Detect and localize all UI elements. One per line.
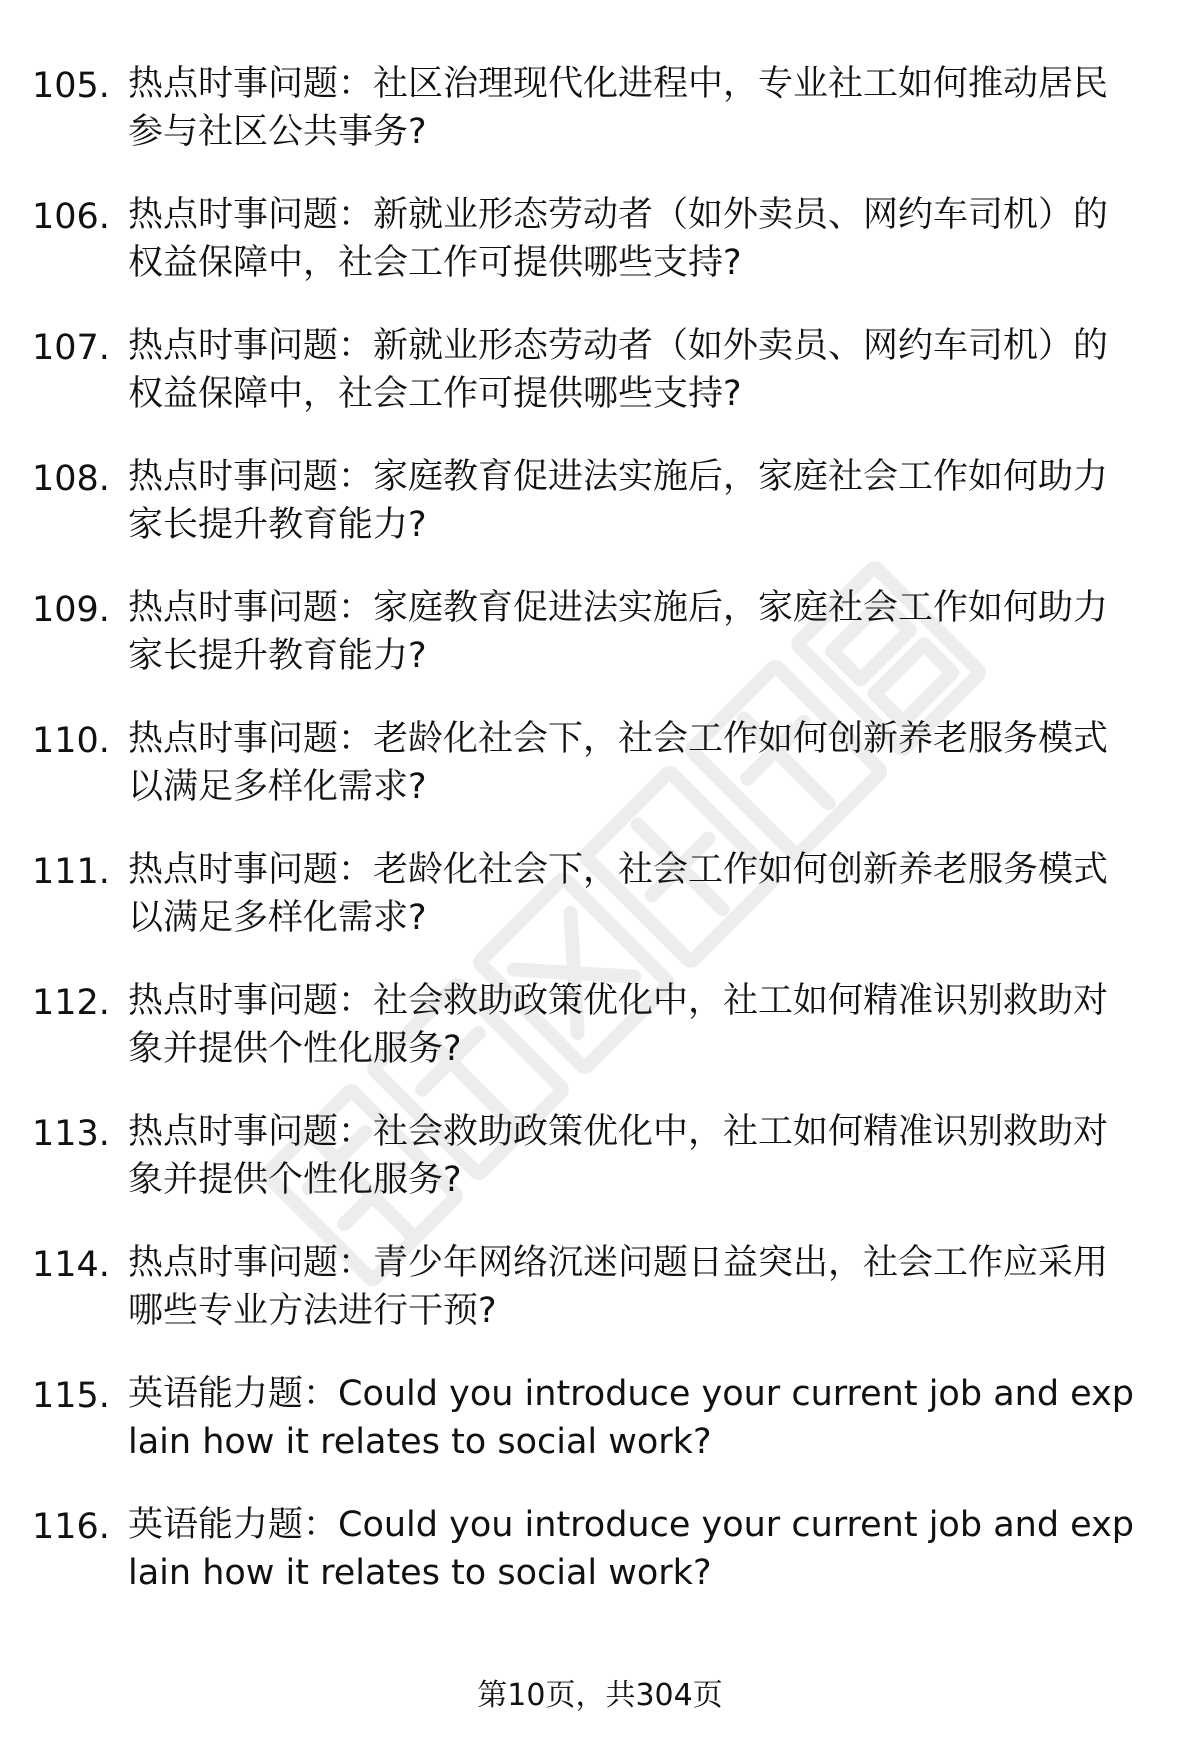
question-number: 110. [32, 721, 110, 761]
question-list [0, 60, 1200, 1632]
question-text: 热点时事问题：青少年网络沉迷问题日益突出，社会工作应采用哪些专业方法进行干预? [128, 1243, 1109, 1331]
question-item [0, 584, 1200, 715]
question-item [0, 977, 1200, 1108]
question-number: 113. [32, 1114, 110, 1154]
question-number: 109. [32, 590, 110, 630]
question-number: 106. [32, 197, 110, 237]
question-item [0, 453, 1200, 584]
question-number: 105. [32, 66, 110, 106]
question-number: 112. [32, 983, 110, 1023]
question-item [0, 1501, 1200, 1632]
question-text: 热点时事问题：家庭教育促进法实施后，家庭社会工作如何助力家长提升教育能力? [128, 588, 1109, 676]
question-text: 热点时事问题：新就业形态劳动者（如外卖员、网约车司机）的权益保障中，社会工作可提供哪些支持? [128, 195, 1109, 283]
question-text: 热点时事问题：老龄化社会下，社会工作如何创新养老服务模式以满足多样化需求? [128, 850, 1109, 938]
question-number: 108. [32, 459, 110, 499]
page-number-footer: 第10页，共304页 [477, 1678, 723, 1713]
question-number: 111. [32, 852, 110, 892]
question-number: 107. [32, 328, 110, 368]
question-item [0, 846, 1200, 977]
question-text: 热点时事问题：家庭教育促进法实施后，家庭社会工作如何助力家长提升教育能力? [128, 457, 1109, 545]
question-text: 热点时事问题：社区治理现代化进程中，专业社工如何推动居民参与社区公共事务? [128, 64, 1109, 152]
question-item [0, 1370, 1200, 1501]
question-text: 热点时事问题：社会救助政策优化中，社工如何精准识别救助对象并提供个性化服务? [128, 981, 1109, 1069]
question-text: 热点时事问题：新就业形态劳动者（如外卖员、网约车司机）的权益保障中，社会工作可提供哪些支持? [128, 326, 1109, 414]
question-item [0, 191, 1200, 322]
question-number: 116. [32, 1507, 110, 1547]
question-item [0, 1239, 1200, 1370]
question-item [0, 715, 1200, 846]
question-text: 英语能力题：Could you introduce your current job and explain how it relates to social work? [128, 1374, 1135, 1462]
question-text: 英语能力题：Could you introduce your current job and explain how it relates to social work? [128, 1505, 1135, 1593]
question-item [0, 60, 1200, 191]
question-text: 热点时事问题：社会救助政策优化中，社工如何精准识别救助对象并提供个性化服务? [128, 1112, 1109, 1200]
question-item [0, 1108, 1200, 1239]
question-number: 115. [32, 1376, 110, 1416]
question-number: 114. [32, 1245, 110, 1285]
question-item [0, 322, 1200, 453]
question-text: 热点时事问题：老龄化社会下，社会工作如何创新养老服务模式以满足多样化需求? [128, 719, 1109, 807]
